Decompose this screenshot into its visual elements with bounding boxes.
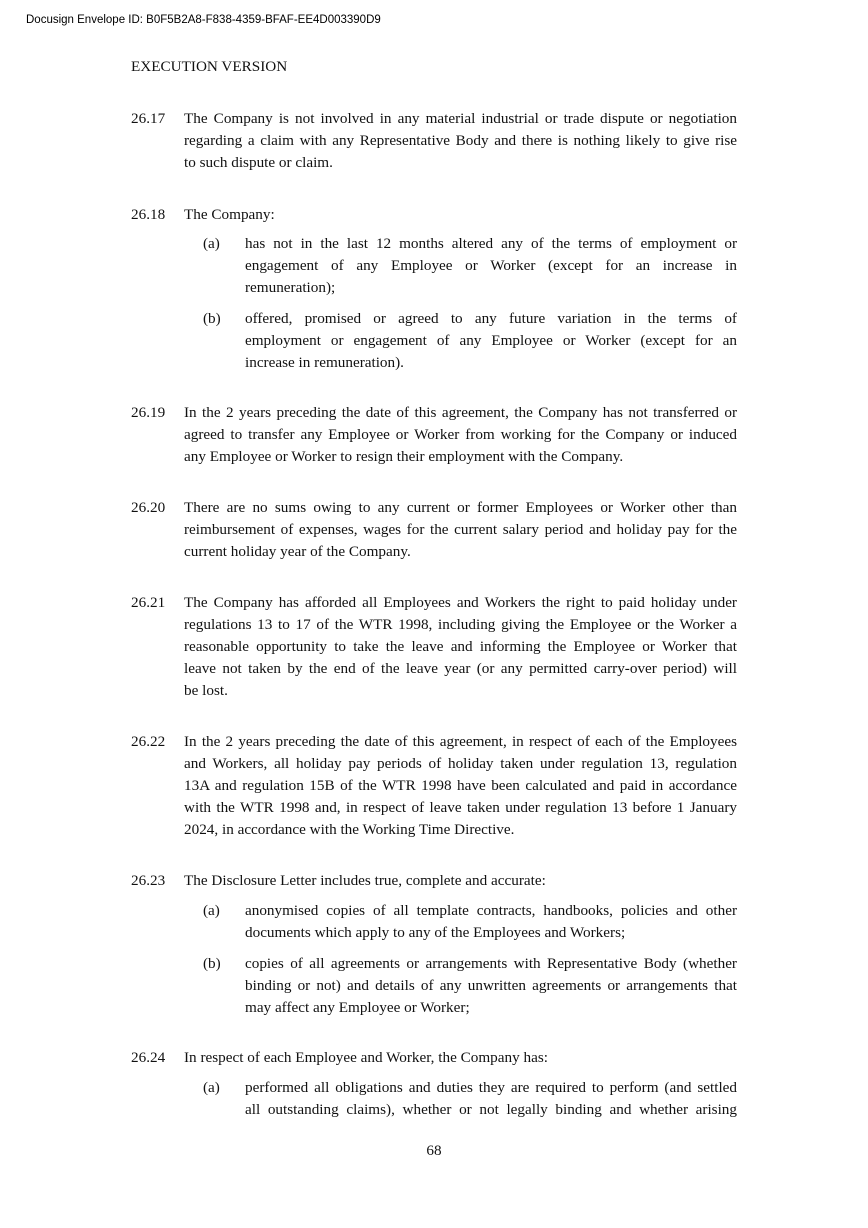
clause-number: 26.24 [131,1049,166,1066]
clause-text-line: reasonable opportunity to take the leave and informing the Employee or Worker that [184,638,737,655]
clause-text-line: current holiday year of the Company. [184,543,411,560]
subclause-text-line: performed all obligations and duties they are required to perform (and settled [245,1079,737,1096]
clause-number: 26.20 [131,499,166,516]
subclause-label: (a) [203,235,220,252]
subclause-text-line: engagement of any Employee or Worker (except for an increase in [245,257,737,274]
document-header: EXECUTION VERSION [131,58,288,75]
subclause-text-line: may affect any Employee or Worker; [245,999,470,1016]
subclause-text-line: anonymised copies of all template contracts, handbooks, policies and other [245,902,737,919]
subclause-label: (a) [203,1079,220,1096]
subclause-label: (a) [203,902,220,919]
clause-text-line: In respect of each Employee and Worker, the Company has: [184,1049,548,1066]
subclause-text-line: all outstanding claims), whether or not legally binding and whether arising [245,1101,737,1118]
clause-number: 26.22 [131,733,166,750]
clause-text-line: any Employee or Worker to resign their employment with the Company. [184,448,624,465]
subclause-text-line: remuneration); [245,279,336,296]
clause-text-line: 2024, in accordance with the Working Time Directive. [184,821,515,838]
clause-text-line: In the 2 years preceding the date of this agreement, the Company has not transferred or [184,404,737,421]
subclause-text-line: binding or not) and details of any unwritten agreements or arrangements that [245,977,737,994]
clause-text-line: The Company: [184,206,275,223]
clause-text-line: The Company has afforded all Employees and Workers the right to paid holiday under [184,594,737,611]
subclause-label: (b) [203,955,221,972]
subclause-text-line: documents which apply to any of the Employees and Workers; [245,924,626,941]
clause-number: 26.18 [131,206,166,223]
clause-text-line: The Company is not involved in any material industrial or trade dispute or negotiation [184,110,737,127]
clause-text-line: regarding a claim with any Representative Body and there is nothing likely to give rise [184,132,737,149]
clause-text-line: In the 2 years preceding the date of this agreement, in respect of each of the Employees [184,733,737,750]
clause-text-line: with the WTR 1998 and, in respect of leave taken under regulation 13 before 1 January [184,799,737,816]
clause-number: 26.17 [131,110,166,127]
subclause-label: (b) [203,310,221,327]
subclause-text-line: has not in the last 12 months altered any of the terms of employment or [245,235,737,252]
subclause-text-line: employment or engagement of any Employee or Worker (except for an [245,332,737,349]
clause-number: 26.19 [131,404,166,421]
subclause-text-line: offered, promised or agreed to any future variation in the terms of [245,310,737,327]
clause-text-line: There are no sums owing to any current or former Employees or Worker other than [184,499,737,516]
clause-text-line: agreed to transfer any Employee or Worker from working for the Company or induced [184,426,737,443]
clause-text-line: The Disclosure Letter includes true, complete and accurate: [184,872,546,889]
docusign-envelope-id: Docusign Envelope ID: B0F5B2A8-F838-4359-BFAF-EE4D003390D9 [26,14,381,26]
clause-text-line: regulations 13 to 17 of the WTR 1998, including giving the Employee or the Worker a [184,616,737,633]
clause-text-line: 13A and regulation 15B of the WTR 1998 have been calculated and paid in accordance [184,777,737,794]
clause-text-line: and Workers, all holiday pay periods of holiday taken under regulation 13, regulation [184,755,737,772]
clause-text-line: reimbursement of expenses, wages for the current salary period and holiday pay for the [184,521,737,538]
clause-text-line: be lost. [184,682,228,699]
subclause-text-line: increase in remuneration). [245,354,404,371]
clause-text-line: leave not taken by the end of the leave year (or any permitted carry-over period) will [184,660,737,677]
subclause-text-line: copies of all agreements or arrangements with Representative Body (whether [245,955,737,972]
clause-number: 26.21 [131,594,166,611]
clause-number: 26.23 [131,872,166,889]
clause-text-line: to such dispute or claim. [184,154,333,171]
page-number: 68 [426,1142,442,1159]
